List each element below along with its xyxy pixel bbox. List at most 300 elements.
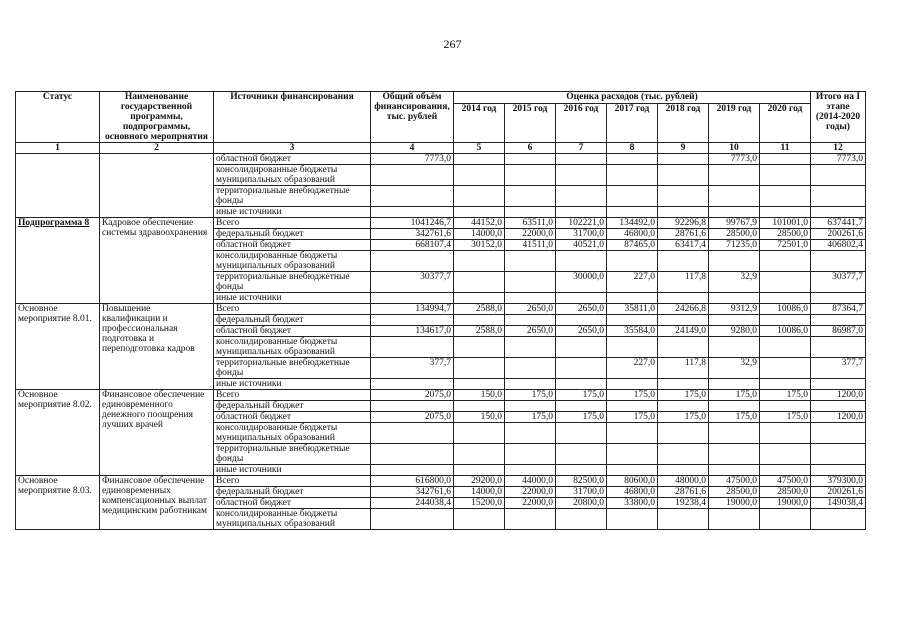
header-final: Итого на I этапе (2014-2020 годы) xyxy=(811,92,866,143)
row-year-value xyxy=(505,358,556,379)
row-year-value: 72501,0 xyxy=(760,240,811,251)
row-year-value: 92296,8 xyxy=(658,218,709,229)
row-year-value: 150,0 xyxy=(454,390,505,401)
row-final xyxy=(811,401,866,412)
row-year-value xyxy=(607,315,658,326)
row-source: иные источники xyxy=(214,465,371,476)
row-year-value: 14000,0 xyxy=(454,487,505,498)
row-year-value xyxy=(454,251,505,272)
column-number: 9 xyxy=(658,143,709,154)
row-year-value xyxy=(556,154,607,165)
row-year-value xyxy=(454,509,505,530)
row-year-value xyxy=(556,465,607,476)
column-number: 6 xyxy=(505,143,556,154)
row-year-value: 28500,0 xyxy=(760,229,811,240)
row-year-value: 63511,0 xyxy=(505,218,556,229)
column-number: 10 xyxy=(709,143,760,154)
row-year-value xyxy=(454,444,505,465)
row-year-value xyxy=(505,272,556,293)
header-estimate: Оценка расходов (тыс. рублей) xyxy=(454,92,811,104)
row-final: 406802,4 xyxy=(811,240,866,251)
row-status: Основное мероприятие 8.01. xyxy=(16,304,100,390)
row-name xyxy=(100,154,214,218)
row-year-value: 10086,0 xyxy=(760,326,811,337)
row-year-value: 10086,0 xyxy=(760,304,811,315)
row-year-value xyxy=(505,186,556,207)
row-year-value xyxy=(454,315,505,326)
row-final xyxy=(811,186,866,207)
row-year-value: 32,9 xyxy=(709,358,760,379)
row-year-value: 87465,0 xyxy=(607,240,658,251)
row-year-value xyxy=(556,207,607,218)
row-year-value: 175,0 xyxy=(760,412,811,423)
row-year-value: 117,8 xyxy=(658,358,709,379)
row-year-value: 9280,0 xyxy=(709,326,760,337)
row-source: федеральный бюджет xyxy=(214,229,371,240)
row-year-value xyxy=(709,186,760,207)
row-year-value: 2650,0 xyxy=(556,304,607,315)
row-year-value: 150,0 xyxy=(454,412,505,423)
table-row xyxy=(16,476,866,487)
row-year-value xyxy=(760,423,811,444)
row-year-value: 28500,0 xyxy=(709,487,760,498)
row-year-value xyxy=(556,315,607,326)
row-year-value xyxy=(454,379,505,390)
row-total xyxy=(371,423,454,444)
row-year-value: 28761,6 xyxy=(658,487,709,498)
row-year-value xyxy=(658,465,709,476)
row-source: областной бюджет xyxy=(214,412,371,423)
page-number: 267 xyxy=(443,37,462,51)
row-year-value xyxy=(505,444,556,465)
row-total xyxy=(371,315,454,326)
row-year-value xyxy=(505,251,556,272)
row-source: областной бюджет xyxy=(214,326,371,337)
row-total: 30377,7 xyxy=(371,272,454,293)
row-year-value xyxy=(658,401,709,412)
row-year-value xyxy=(454,154,505,165)
row-year-value xyxy=(760,358,811,379)
row-year-value xyxy=(505,315,556,326)
row-year-value xyxy=(709,315,760,326)
row-year-value: 47500,0 xyxy=(709,476,760,487)
row-year-value xyxy=(556,444,607,465)
row-source: Всего xyxy=(214,476,371,487)
row-year-value: 19000,0 xyxy=(709,498,760,509)
row-year-value: 20800,0 xyxy=(556,498,607,509)
row-final xyxy=(811,465,866,476)
row-year-value: 15200,0 xyxy=(454,498,505,509)
row-source: Всего xyxy=(214,304,371,315)
row-final xyxy=(811,315,866,326)
row-year-value xyxy=(505,293,556,304)
row-total xyxy=(371,401,454,412)
row-year-value: 63417,4 xyxy=(658,240,709,251)
row-year-value xyxy=(760,165,811,186)
row-final: 637441,7 xyxy=(811,218,866,229)
header-year: 2014 год xyxy=(454,104,505,143)
row-year-value xyxy=(760,154,811,165)
row-source: иные источники xyxy=(214,207,371,218)
column-number: 5 xyxy=(454,143,505,154)
row-year-value: 175,0 xyxy=(505,412,556,423)
row-total xyxy=(371,251,454,272)
row-total: 616800,0 xyxy=(371,476,454,487)
row-year-value xyxy=(658,207,709,218)
row-year-value xyxy=(454,207,505,218)
row-year-value: 41511,0 xyxy=(505,240,556,251)
row-source: консолидированные бюджеты муниципальных образований xyxy=(214,509,371,530)
row-year-value xyxy=(454,465,505,476)
row-year-value xyxy=(709,444,760,465)
row-year-value: 22000,0 xyxy=(505,487,556,498)
row-total xyxy=(371,509,454,530)
row-year-value xyxy=(607,401,658,412)
row-year-value: 7773,0 xyxy=(709,154,760,165)
row-year-value xyxy=(454,186,505,207)
row-source: федеральный бюджет xyxy=(214,487,371,498)
table-row xyxy=(16,304,866,315)
row-year-value xyxy=(760,379,811,390)
row-source: консолидированные бюджеты муниципальных образований xyxy=(214,251,371,272)
header-year: 2016 год xyxy=(556,104,607,143)
row-year-value xyxy=(709,293,760,304)
row-year-value xyxy=(658,423,709,444)
row-year-value xyxy=(658,315,709,326)
row-year-value: 2650,0 xyxy=(556,326,607,337)
row-year-value: 175,0 xyxy=(556,390,607,401)
header-status: Статус xyxy=(16,92,100,143)
row-year-value xyxy=(607,379,658,390)
row-year-value: 32,9 xyxy=(709,272,760,293)
row-year-value xyxy=(760,315,811,326)
row-year-value xyxy=(607,165,658,186)
row-year-value xyxy=(454,358,505,379)
row-source: областной бюджет xyxy=(214,154,371,165)
row-source: консолидированные бюджеты муниципальных образований xyxy=(214,337,371,358)
row-status: Основное мероприятие 8.02. xyxy=(16,390,100,476)
row-total xyxy=(371,379,454,390)
row-year-value: 44000,0 xyxy=(505,476,556,487)
row-year-value: 2588,0 xyxy=(454,304,505,315)
row-final xyxy=(811,165,866,186)
row-year-value xyxy=(556,509,607,530)
row-year-value xyxy=(760,509,811,530)
row-year-value: 19238,4 xyxy=(658,498,709,509)
row-year-value xyxy=(607,207,658,218)
row-total: 2075,0 xyxy=(371,412,454,423)
row-year-value xyxy=(556,251,607,272)
row-total: 668107,4 xyxy=(371,240,454,251)
row-year-value xyxy=(760,207,811,218)
row-total: 1041246,7 xyxy=(371,218,454,229)
row-year-value xyxy=(607,293,658,304)
row-year-value xyxy=(505,423,556,444)
row-source: консолидированные бюджеты муниципальных образований xyxy=(214,165,371,186)
row-year-value xyxy=(556,293,607,304)
row-final xyxy=(811,509,866,530)
row-status: Основное мероприятие 8.03. xyxy=(16,476,100,530)
row-name: Повышение квалификации и профессиональная подготовка и переподготовка кадров xyxy=(100,304,214,390)
row-year-value: 40521,0 xyxy=(556,240,607,251)
table-row xyxy=(16,154,866,165)
row-year-value: 28500,0 xyxy=(760,487,811,498)
row-year-value xyxy=(760,251,811,272)
row-status xyxy=(16,154,100,218)
row-year-value xyxy=(658,379,709,390)
row-year-value xyxy=(607,444,658,465)
row-year-value: 22000,0 xyxy=(505,229,556,240)
row-year-value: 82500,0 xyxy=(556,476,607,487)
row-year-value xyxy=(658,186,709,207)
row-total xyxy=(371,337,454,358)
row-year-value xyxy=(505,337,556,358)
row-year-value xyxy=(607,337,658,358)
row-year-value: 101001,0 xyxy=(760,218,811,229)
row-year-value: 22000,0 xyxy=(505,498,556,509)
row-final: 1200,0 xyxy=(811,412,866,423)
row-year-value xyxy=(454,337,505,358)
row-year-value: 48000,0 xyxy=(658,476,709,487)
row-year-value xyxy=(658,251,709,272)
row-year-value: 2588,0 xyxy=(454,326,505,337)
row-final: 87364,7 xyxy=(811,304,866,315)
row-source: Всего xyxy=(214,218,371,229)
row-year-value: 175,0 xyxy=(760,390,811,401)
row-year-value xyxy=(505,165,556,186)
row-final: 30377,7 xyxy=(811,272,866,293)
column-number: 4 xyxy=(371,143,454,154)
row-year-value: 9312,9 xyxy=(709,304,760,315)
row-source: иные источники xyxy=(214,379,371,390)
row-year-value xyxy=(709,401,760,412)
row-year-value xyxy=(760,293,811,304)
row-year-value xyxy=(760,337,811,358)
row-year-value xyxy=(658,509,709,530)
row-year-value: 117,8 xyxy=(658,272,709,293)
header-sources: Источники финансирования xyxy=(214,92,371,143)
row-year-value xyxy=(760,465,811,476)
row-year-value xyxy=(556,337,607,358)
header-name: Наименование государственной программы, подпрограммы, основного мероприятия xyxy=(100,92,214,143)
row-year-value xyxy=(505,465,556,476)
row-final: 200261,6 xyxy=(811,229,866,240)
row-year-value xyxy=(454,293,505,304)
row-year-value: 29200,0 xyxy=(454,476,505,487)
row-year-value xyxy=(760,272,811,293)
row-year-value: 33800,0 xyxy=(607,498,658,509)
row-total xyxy=(371,186,454,207)
row-year-value xyxy=(607,423,658,444)
row-total xyxy=(371,465,454,476)
row-year-value xyxy=(505,379,556,390)
row-total: 2075,0 xyxy=(371,390,454,401)
row-total xyxy=(371,165,454,186)
column-number: 1 xyxy=(16,143,100,154)
row-year-value xyxy=(607,154,658,165)
row-total: 342761,6 xyxy=(371,487,454,498)
row-year-value xyxy=(505,401,556,412)
row-source: федеральный бюджет xyxy=(214,315,371,326)
row-year-value: 31700,0 xyxy=(556,487,607,498)
row-total: 134994,7 xyxy=(371,304,454,315)
row-final xyxy=(811,423,866,444)
row-final: 149038,4 xyxy=(811,498,866,509)
row-year-value xyxy=(658,293,709,304)
row-total xyxy=(371,207,454,218)
row-final xyxy=(811,337,866,358)
row-total: 342761,6 xyxy=(371,229,454,240)
row-year-value xyxy=(556,401,607,412)
column-number: 2 xyxy=(100,143,214,154)
row-source: областной бюджет xyxy=(214,498,371,509)
header-year: 2019 год xyxy=(709,104,760,143)
row-year-value: 2650,0 xyxy=(505,304,556,315)
header-year: 2020 год xyxy=(760,104,811,143)
row-year-value: 227,0 xyxy=(607,272,658,293)
row-final xyxy=(811,293,866,304)
row-year-value xyxy=(760,186,811,207)
row-total xyxy=(371,444,454,465)
row-year-value xyxy=(709,337,760,358)
row-year-value: 28500,0 xyxy=(709,229,760,240)
row-year-value: 19000,0 xyxy=(760,498,811,509)
row-year-value: 102221,0 xyxy=(556,218,607,229)
row-final: 7773,0 xyxy=(811,154,866,165)
row-year-value xyxy=(709,465,760,476)
row-year-value xyxy=(658,165,709,186)
row-final xyxy=(811,207,866,218)
row-year-value: 31700,0 xyxy=(556,229,607,240)
row-year-value xyxy=(556,186,607,207)
table-body xyxy=(16,154,866,530)
row-year-value: 175,0 xyxy=(658,390,709,401)
table-row xyxy=(16,390,866,401)
header-year: 2015 год xyxy=(505,104,556,143)
row-year-value xyxy=(454,272,505,293)
row-name: Кадровое обеспечение системы здравоохранения xyxy=(100,218,214,304)
table-row xyxy=(16,218,866,229)
row-year-value xyxy=(556,358,607,379)
row-year-value: 35811,0 xyxy=(607,304,658,315)
row-final xyxy=(811,444,866,465)
row-year-value: 175,0 xyxy=(505,390,556,401)
row-year-value: 175,0 xyxy=(709,390,760,401)
row-year-value xyxy=(556,423,607,444)
row-final: 377,7 xyxy=(811,358,866,379)
column-number: 8 xyxy=(607,143,658,154)
row-year-value xyxy=(658,444,709,465)
row-year-value: 28761,6 xyxy=(658,229,709,240)
header-year: 2018 год xyxy=(658,104,709,143)
row-year-value: 175,0 xyxy=(709,412,760,423)
row-final: 200261,6 xyxy=(811,487,866,498)
row-final: 1200,0 xyxy=(811,390,866,401)
row-year-value: 46800,0 xyxy=(607,487,658,498)
row-year-value: 30000,0 xyxy=(556,272,607,293)
row-year-value xyxy=(454,423,505,444)
row-final xyxy=(811,251,866,272)
header-total: Общий объём финансирования, тыс. рублей xyxy=(371,92,454,143)
row-total: 134617,0 xyxy=(371,326,454,337)
row-source: территориальные внебюджетные фонды xyxy=(214,272,371,293)
row-year-value xyxy=(658,154,709,165)
row-final: 86987,0 xyxy=(811,326,866,337)
row-source: территориальные внебюджетные фонды xyxy=(214,444,371,465)
row-year-value xyxy=(505,207,556,218)
row-year-value: 46800,0 xyxy=(607,229,658,240)
row-year-value: 175,0 xyxy=(607,390,658,401)
row-year-value xyxy=(454,165,505,186)
row-name: Финансовое обеспечение единовременных компенсационных выплат медицинским работникам xyxy=(100,476,214,530)
row-year-value: 71235,0 xyxy=(709,240,760,251)
column-number: 7 xyxy=(556,143,607,154)
row-year-value: 14000,0 xyxy=(454,229,505,240)
row-year-value xyxy=(709,509,760,530)
row-year-value: 24266,8 xyxy=(658,304,709,315)
row-year-value: 44152,0 xyxy=(454,218,505,229)
row-total: 377,7 xyxy=(371,358,454,379)
row-total xyxy=(371,293,454,304)
row-year-value: 99767,9 xyxy=(709,218,760,229)
row-year-value xyxy=(454,401,505,412)
row-year-value xyxy=(556,165,607,186)
row-year-value: 175,0 xyxy=(556,412,607,423)
row-year-value xyxy=(505,509,556,530)
row-year-value: 35584,0 xyxy=(607,326,658,337)
column-number: 11 xyxy=(760,143,811,154)
row-year-value xyxy=(607,509,658,530)
row-year-value: 134492,0 xyxy=(607,218,658,229)
row-final: 379300,0 xyxy=(811,476,866,487)
row-year-value xyxy=(709,379,760,390)
row-year-value: 80600,0 xyxy=(607,476,658,487)
row-year-value xyxy=(709,423,760,444)
row-source: областной бюджет xyxy=(214,240,371,251)
row-year-value: 175,0 xyxy=(658,412,709,423)
row-year-value xyxy=(760,444,811,465)
row-year-value: 30152,0 xyxy=(454,240,505,251)
column-number: 3 xyxy=(214,143,371,154)
row-year-value xyxy=(658,337,709,358)
row-year-value: 24149,0 xyxy=(658,326,709,337)
row-source: федеральный бюджет xyxy=(214,401,371,412)
row-year-value xyxy=(505,154,556,165)
row-year-value: 47500,0 xyxy=(760,476,811,487)
row-source: территориальные внебюджетные фонды xyxy=(214,358,371,379)
row-year-value xyxy=(709,251,760,272)
row-year-value xyxy=(607,465,658,476)
row-year-value xyxy=(607,251,658,272)
row-source: консолидированные бюджеты муниципальных образований xyxy=(214,423,371,444)
row-total: 244038,4 xyxy=(371,498,454,509)
row-year-value: 2650,0 xyxy=(505,326,556,337)
row-source: иные источники xyxy=(214,293,371,304)
column-number: 12 xyxy=(811,143,866,154)
header-year: 2017 год xyxy=(607,104,658,143)
row-year-value xyxy=(607,186,658,207)
row-status: Подпрограмма 8 xyxy=(16,218,100,304)
row-year-value xyxy=(556,379,607,390)
row-year-value: 227,0 xyxy=(607,358,658,379)
row-total: 7773,0 xyxy=(371,154,454,165)
row-year-value xyxy=(760,401,811,412)
row-year-value: 175,0 xyxy=(607,412,658,423)
row-year-value xyxy=(709,165,760,186)
budget-table xyxy=(15,91,866,530)
row-source: Всего xyxy=(214,390,371,401)
row-name: Финансовое обеспечение единовременного денежного поощрения лучших врачей xyxy=(100,390,214,476)
